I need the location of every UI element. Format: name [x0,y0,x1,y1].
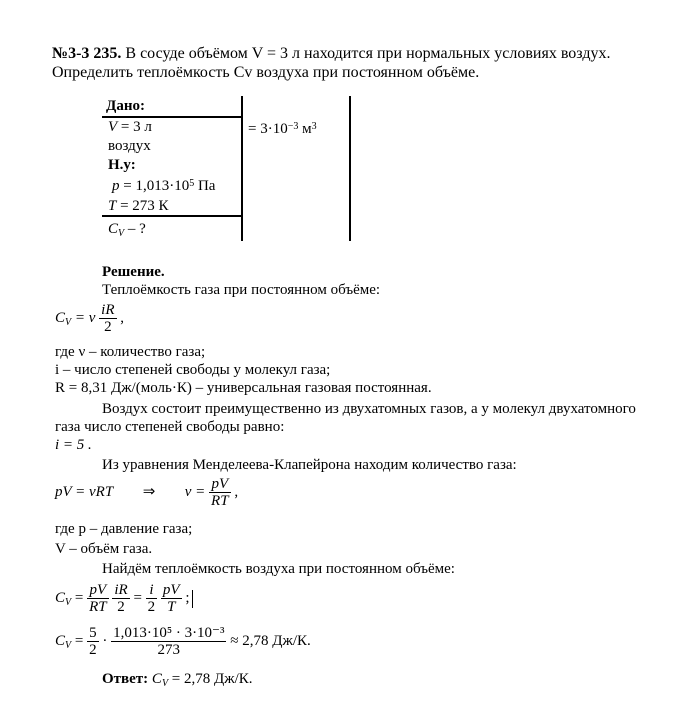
given-header: Дано: [106,98,145,114]
text-cursor [192,590,193,608]
given-temperature: T = 273 К [108,198,169,214]
where-r: R = 8,31 Дж/(моль·К) – универсальная газовая постоянная. [55,380,432,396]
answer: Ответ: $C_V = 2,78$ Дж/К. [102,671,253,689]
given-find-rule [102,215,242,217]
problem-text-line2: Определить теплоёмкость Cv воздуха при постоянном объёме. [52,64,480,81]
para-diatomic-2: газа число степеней свободы равно: [55,419,285,435]
given-header-rule [102,116,242,118]
problem-text-line1: В сосуде объёмом V = 3 л находится при нормальных условиях воздух. [125,45,611,62]
where-nu: где ν – количество газа; [55,344,206,360]
given-vertical-divider [241,96,243,241]
formula-heat-capacity: $C_V = \nu$ $\frac{iR}{2}$ , [55,302,124,335]
given-volume: V = 3 л [108,119,152,135]
given-pressure: $p = 1,013\cdot 10^5$ Па [112,178,216,194]
solution-header: Решение. [102,264,165,280]
problem-id: 235. [93,45,122,62]
problem-title-line1 [52,46,610,62]
formula-cv-numeric: $C_V$ = $\frac{5}{2}$ · $\frac{\text{1,013·10⁵ · 3·10⁻³}}{273}$ ≈ 2,78 Дж/К. [55,625,311,658]
given-find: $C_V$ – ? [108,221,146,239]
given-normal-conditions: Н.у: [108,157,136,173]
problem-number: №3-3 [52,45,90,62]
formula-clapeyron: pV = νRT ⇒ ν = $\frac{pV}{RT}$ , [55,476,239,509]
para-find-cv: Найдём теплоёмкость воздуха при постоянном объёме: [102,561,455,577]
solution-intro: Теплоёмкость газа при постоянном объёме: [102,282,381,298]
where-p: где p – давление газа; [55,521,193,537]
para-diatomic-1: Воздух состоит преимущественно из двухатомных газов, а у молекул двухатомного [102,401,636,417]
para-mendeleev: Из уравнения Менделеева-Клапейрона находим количество газа: [102,457,517,473]
where-v: V – объём газа. [55,541,153,557]
given-substance: воздух [108,138,151,154]
where-i: i – число степеней свободы у молекул газа; [55,362,331,378]
i-value: i = 5 . [55,437,92,453]
formula-cv-derivation: $C_V$ = $\frac{pV}{RT}$ $\frac{iR}{2}$ = $\frac{i}{2}$ $\frac{pV}{T}$ ; [55,582,193,615]
si-volume: = $3\cdot 10^{-3}$ $м^3$ [248,121,317,137]
si-vertical-divider [349,96,351,241]
